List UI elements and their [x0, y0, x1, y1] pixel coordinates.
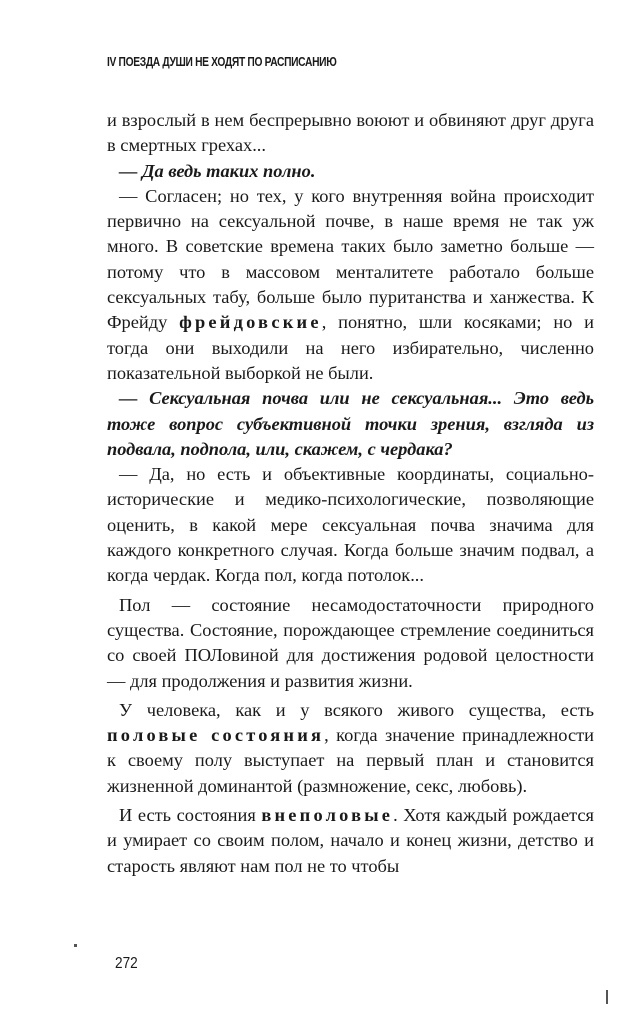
text-run: — Сексуальная почва или не сексуальная... Это ведь тоже вопрос субъективной точки зрения, взгляда из подвала, подпола, или, скажем, с чердака? — [107, 388, 594, 459]
text-run: — Да ведь таких полно. — [119, 160, 316, 181]
spaced-term: половые состояния — [107, 725, 325, 746]
page-number: 272 — [115, 955, 138, 972]
text-run: , понятно, шли косяками; но и тогда они выходили на него избирательно, численно показательной выборкой не были. — [107, 312, 594, 383]
text-run: . Хотя каждый рождается и умирает со своим полом, начало и конец жизни, детство и старость являют нам пол не то чтобы — [107, 805, 594, 876]
text-run: Пол — состояние несамодостаточности природного существа. Состояние, порождающее стремление соединиться со своей ПОЛовиной для достижения родовой целостности — для продолжения и развития жизни. — [107, 594, 594, 691]
body-text — [107, 108, 594, 879]
text-run: — Да, но есть и объективные координаты, социально-исторические и медико-психологические, позволяющие оценить, в какой мере сексуальная почва значима для каждого конкретного случая. Когда больше значим подвал, а когда чердак. Когда пол, когда потолок... — [107, 464, 594, 586]
text-run: И есть состояния — [119, 805, 262, 826]
text-paragraph — [107, 803, 594, 879]
question-paragraph — [107, 159, 594, 184]
spaced-term: внеполовые — [261, 805, 394, 826]
text-paragraph — [107, 593, 594, 694]
text-paragraph — [107, 698, 594, 799]
text-paragraph — [107, 184, 594, 386]
text-run: и взрослый в нем беспрерывно воюют и обвиняют друг друга в смертных грехах... — [107, 110, 594, 156]
question-paragraph — [107, 386, 594, 462]
text-run: — Согласен; но тех, у кого внутренняя война происходит первично на сексуальной почве, в наше время не так уж много. В советские времена таких было заметно больше — потому что в массовом менталитете работало больше сексуальных табу, больше было пуританства и ханжества. К Фрейду — [107, 185, 594, 333]
running-header: IV ПОЕЗДА ДУШИ НЕ ХОДЯТ ПО РАСПИСАНИЮ — [107, 55, 337, 69]
text-paragraph — [107, 108, 594, 159]
scan-edge-mark — [606, 990, 608, 1004]
text-run: У человека, как и у всякого живого существа, есть — [119, 699, 594, 720]
text-paragraph — [107, 462, 594, 588]
scan-speck — [74, 944, 77, 947]
spaced-term: фрейдовские — [179, 312, 322, 333]
text-run: , когда значение принадлежности к своему полу выступает на первый план и становится жизненной доминантой (размножение, секс, любовь). — [107, 725, 594, 796]
